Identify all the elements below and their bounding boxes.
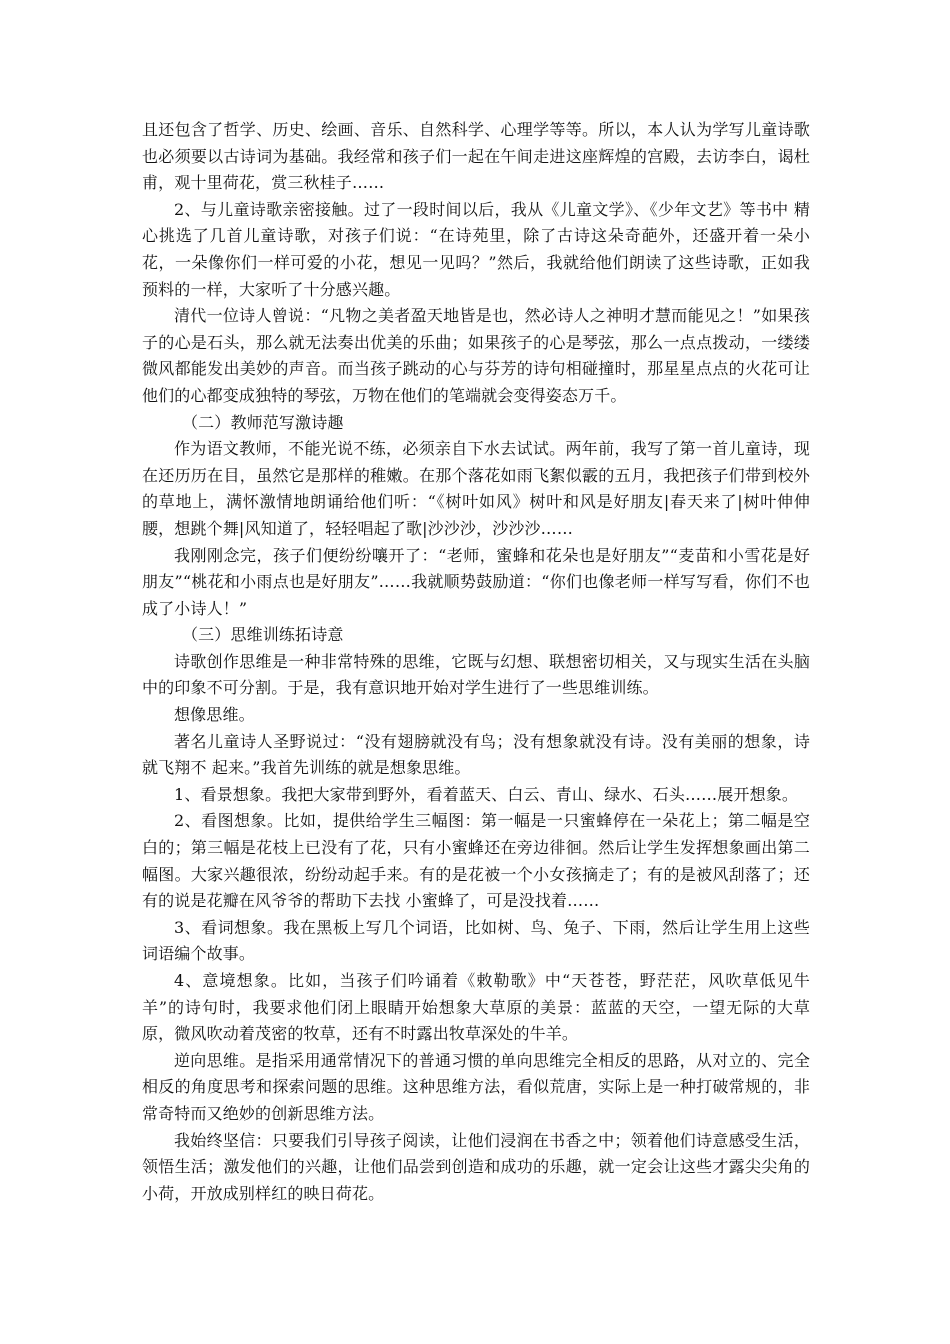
section-heading-3: （三）思维训练拓诗意 (182, 625, 344, 645)
paragraph-8: 著名儿童诗人圣野说过：“没有翅膀就没有鸟；没有想象就没有诗。没有美丽的想象，诗就飞翔不 起来。”我首先训练的就是想象思维。 (142, 731, 810, 778)
paragraph-5: 我刚刚念完，孩子们便纷纷嚷开了：“老师，蜜蜂和花朵也是好朋友”“麦苗和小雪花是好朋友”“桃花和小雨点也是好朋友”……我就顺势鼓励道：“你们也像老师一样写写看，你们不也成了小诗人！” (142, 545, 810, 618)
paragraph-4: 作为语文教师，不能光说不练，必须亲自下水去试试。两年前，我写了第一首儿童诗，现在还历历在目，虽然它是那样的稚嫩。在那个落花如雨飞絮似霰的五月，我把孩子们带到校外的草地上，满怀激情地朗诵给他们听：“《树叶如风》树叶和风是好朋友|春天来了|树叶伸伸腰，想跳个舞|风知道了，轻轻唱起了歌|沙沙沙，沙沙沙…… (142, 439, 810, 538)
paragraph-14: 我始终坚信：只要我们引导孩子阅读，让他们浸润在书香之中；领着他们诗意感受生活，领悟生活；激发他们的兴趣，让他们品尝到创造和成功的乐趣，就一定会让这些才露尖尖角的小荷，开放成别样红的映日荷花。 (142, 1130, 810, 1203)
paragraph-10: 2、看图想象。比如，提供给学生三幅图：第一幅是一只蜜蜂停在一朵花上；第二幅是空白的；第三幅是花枝上已没有了花，只有小蜜蜂还在旁边徘徊。然后让学生发挥想象画出第二幅图。大家兴趣很浓，纷纷动起手来。有的是花被一个小女孩摘走了；有的是被风刮落了；还有的说是花瓣在风爷爷的帮助下去找 小蜜蜂了，可是没找着…… (142, 811, 810, 911)
paragraph-9: 1、看景想象。我把大家带到野外，看着蓝天、白云、青山、绿水、石头……展开想象。 (174, 784, 799, 804)
paragraph-2: 2、与儿童诗歌亲密接触。过了一段时间以后，我从《儿童文学》、《少年文艺》等书中 精心挑选了几首儿童诗歌，对孩子们说：“在诗苑里，除了古诗这朵奇葩外，还盛开着一朵小花，一朵像你们一样可爱的小花，想见一见吗？”然后，我就给他们朗读了这些诗歌，正如我预料的一样，大家听了十分感兴趣。 (142, 199, 810, 299)
paragraph-1: 且还包含了哲学、历史、绘画、音乐、自然科学、心理学等等。所以，本人认为学写儿童诗歌也必须要以古诗词为基础。我经常和孩子们一起在午间走进这座辉煌的宫殿，去访李白，谒杜甫，观十里荷花，赏三秋桂子…… (142, 120, 810, 193)
paragraph-12: 4、意境想象。比如，当孩子们吟诵着《敕勒歌》中“天苍苍，野茫茫，风吹草低见牛羊”的诗句时，我要求他们闭上眼睛开始想象大草原的美景：蓝蓝的天空，一望无际的大草原，微风吹动着茂密的牧草，还有不时露出牧草深处的牛羊。 (142, 971, 810, 1044)
paragraph-7: 想像思维。 (174, 705, 255, 725)
section-heading-2: （二）教师范写激诗趣 (182, 412, 344, 432)
paragraph-3: 清代一位诗人曾说：“凡物之美者盈天地皆是也，然必诗人之神明才慧而能见之！”如果孩子的心是石头，那么就无法奏出优美的乐曲；如果孩子的心是琴弦，那么一点点拨动，一缕缕微风都能发出美妙的声音。而当孩子跳动的心与芬芳的诗句相碰撞时，那星星点点的火花可让他们的心都变成独特的琴弦，万物在他们的笔端就会变得姿态万千。 (142, 306, 810, 405)
paragraph-6: 诗歌创作思维是一种非常特殊的思维，它既与幻想、联想密切相关，又与现实生活在头脑中的印象不可分割。于是，我有意识地开始对学生进行了一些思维训练。 (142, 651, 810, 698)
paragraph-11: 3、看词想象。我在黑板上写几个词语，比如树、鸟、兔子、下雨，然后让学生用上这些词语编个故事。 (142, 917, 810, 964)
document-page (142, 117, 810, 1207)
paragraph-13: 逆向思维。是指采用通常情况下的普通习惯的单向思维完全相反的思路，从对立的、完全相反的角度思考和探索问题的思维。这种思维方法，看似荒唐，实际上是一种打破常规的，非常奇特而又绝妙的创新思维方法。 (142, 1050, 810, 1123)
